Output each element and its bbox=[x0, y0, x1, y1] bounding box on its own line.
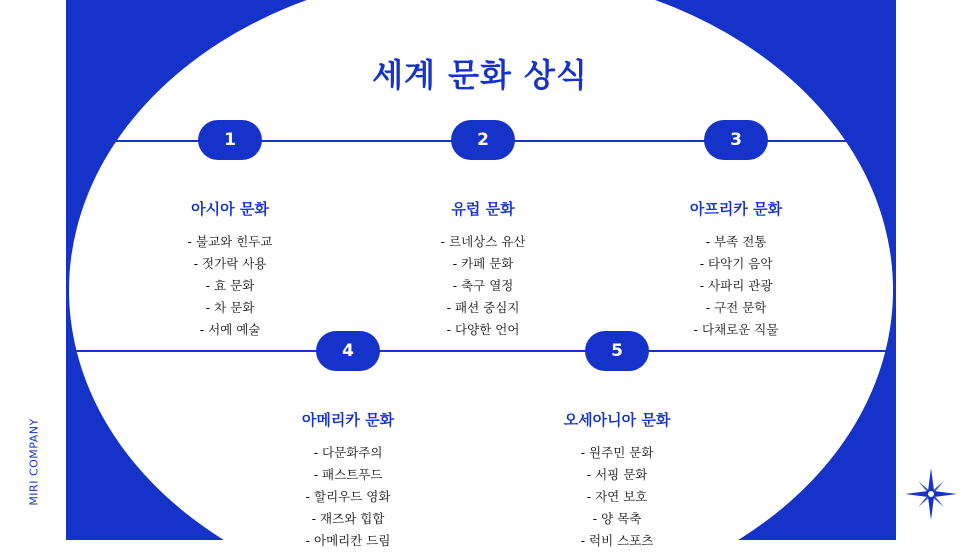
section-number-badge-3: 3 bbox=[704, 120, 768, 160]
list-item: - 아메리칸 드림 bbox=[305, 533, 391, 548]
section-heading: 유럽 문화 bbox=[451, 200, 515, 218]
section-heading: 아시아 문화 bbox=[191, 200, 269, 218]
list-item: - 카페 문화 bbox=[452, 256, 514, 271]
section-number-badge-1: 1 bbox=[198, 120, 262, 160]
list-item: - 축구 열정 bbox=[452, 278, 514, 293]
section-number-badge-4: 4 bbox=[316, 331, 380, 371]
list-item: - 할리우드 영화 bbox=[305, 489, 391, 504]
list-item: - 자연 보호 bbox=[586, 489, 648, 504]
sparkle-icon bbox=[905, 468, 957, 520]
list-item: - 르네상스 유산 bbox=[440, 234, 526, 249]
list-item: - 효 문화 bbox=[205, 278, 255, 293]
section-heading: 오세아니아 문화 bbox=[563, 411, 671, 429]
list-item: - 재즈와 힙합 bbox=[311, 511, 385, 526]
list-item: - 타악기 음악 bbox=[699, 256, 773, 271]
list-item: - 럭비 스포츠 bbox=[580, 533, 654, 548]
list-item: - 젓가락 사용 bbox=[193, 256, 267, 271]
list-item: - 다채로운 직물 bbox=[693, 322, 779, 337]
brand-label: MIRI COMPANY bbox=[27, 418, 41, 506]
list-item: - 불교와 힌두교 bbox=[187, 234, 273, 249]
section-oceania bbox=[517, 409, 717, 552]
section-asia bbox=[130, 198, 330, 341]
list-item: - 양 목축 bbox=[592, 511, 642, 526]
section-number-badge-5: 5 bbox=[585, 331, 649, 371]
section-heading: 아메리카 문화 bbox=[301, 411, 395, 429]
section-africa bbox=[636, 198, 836, 341]
page-title: 세계 문화 상식 bbox=[372, 56, 588, 94]
list-item: - 패스트푸드 bbox=[313, 467, 383, 482]
list-item: - 서예 예술 bbox=[199, 322, 261, 337]
list-item: - 구전 문학 bbox=[705, 300, 767, 315]
list-item: - 원주민 문화 bbox=[580, 445, 654, 460]
section-heading: 아프리카 문화 bbox=[689, 200, 783, 218]
list-item: - 다문화주의 bbox=[313, 445, 383, 460]
list-item: - 서핑 문화 bbox=[586, 467, 648, 482]
section-americas bbox=[248, 409, 448, 552]
list-item: - 차 문화 bbox=[205, 300, 255, 315]
section-number-badge-2: 2 bbox=[451, 120, 515, 160]
list-item: - 다양한 언어 bbox=[446, 322, 520, 337]
list-item: - 사파리 관광 bbox=[699, 278, 773, 293]
list-item: - 부족 전통 bbox=[705, 234, 767, 249]
section-europe bbox=[383, 198, 583, 341]
list-item: - 패션 중심지 bbox=[446, 300, 520, 315]
